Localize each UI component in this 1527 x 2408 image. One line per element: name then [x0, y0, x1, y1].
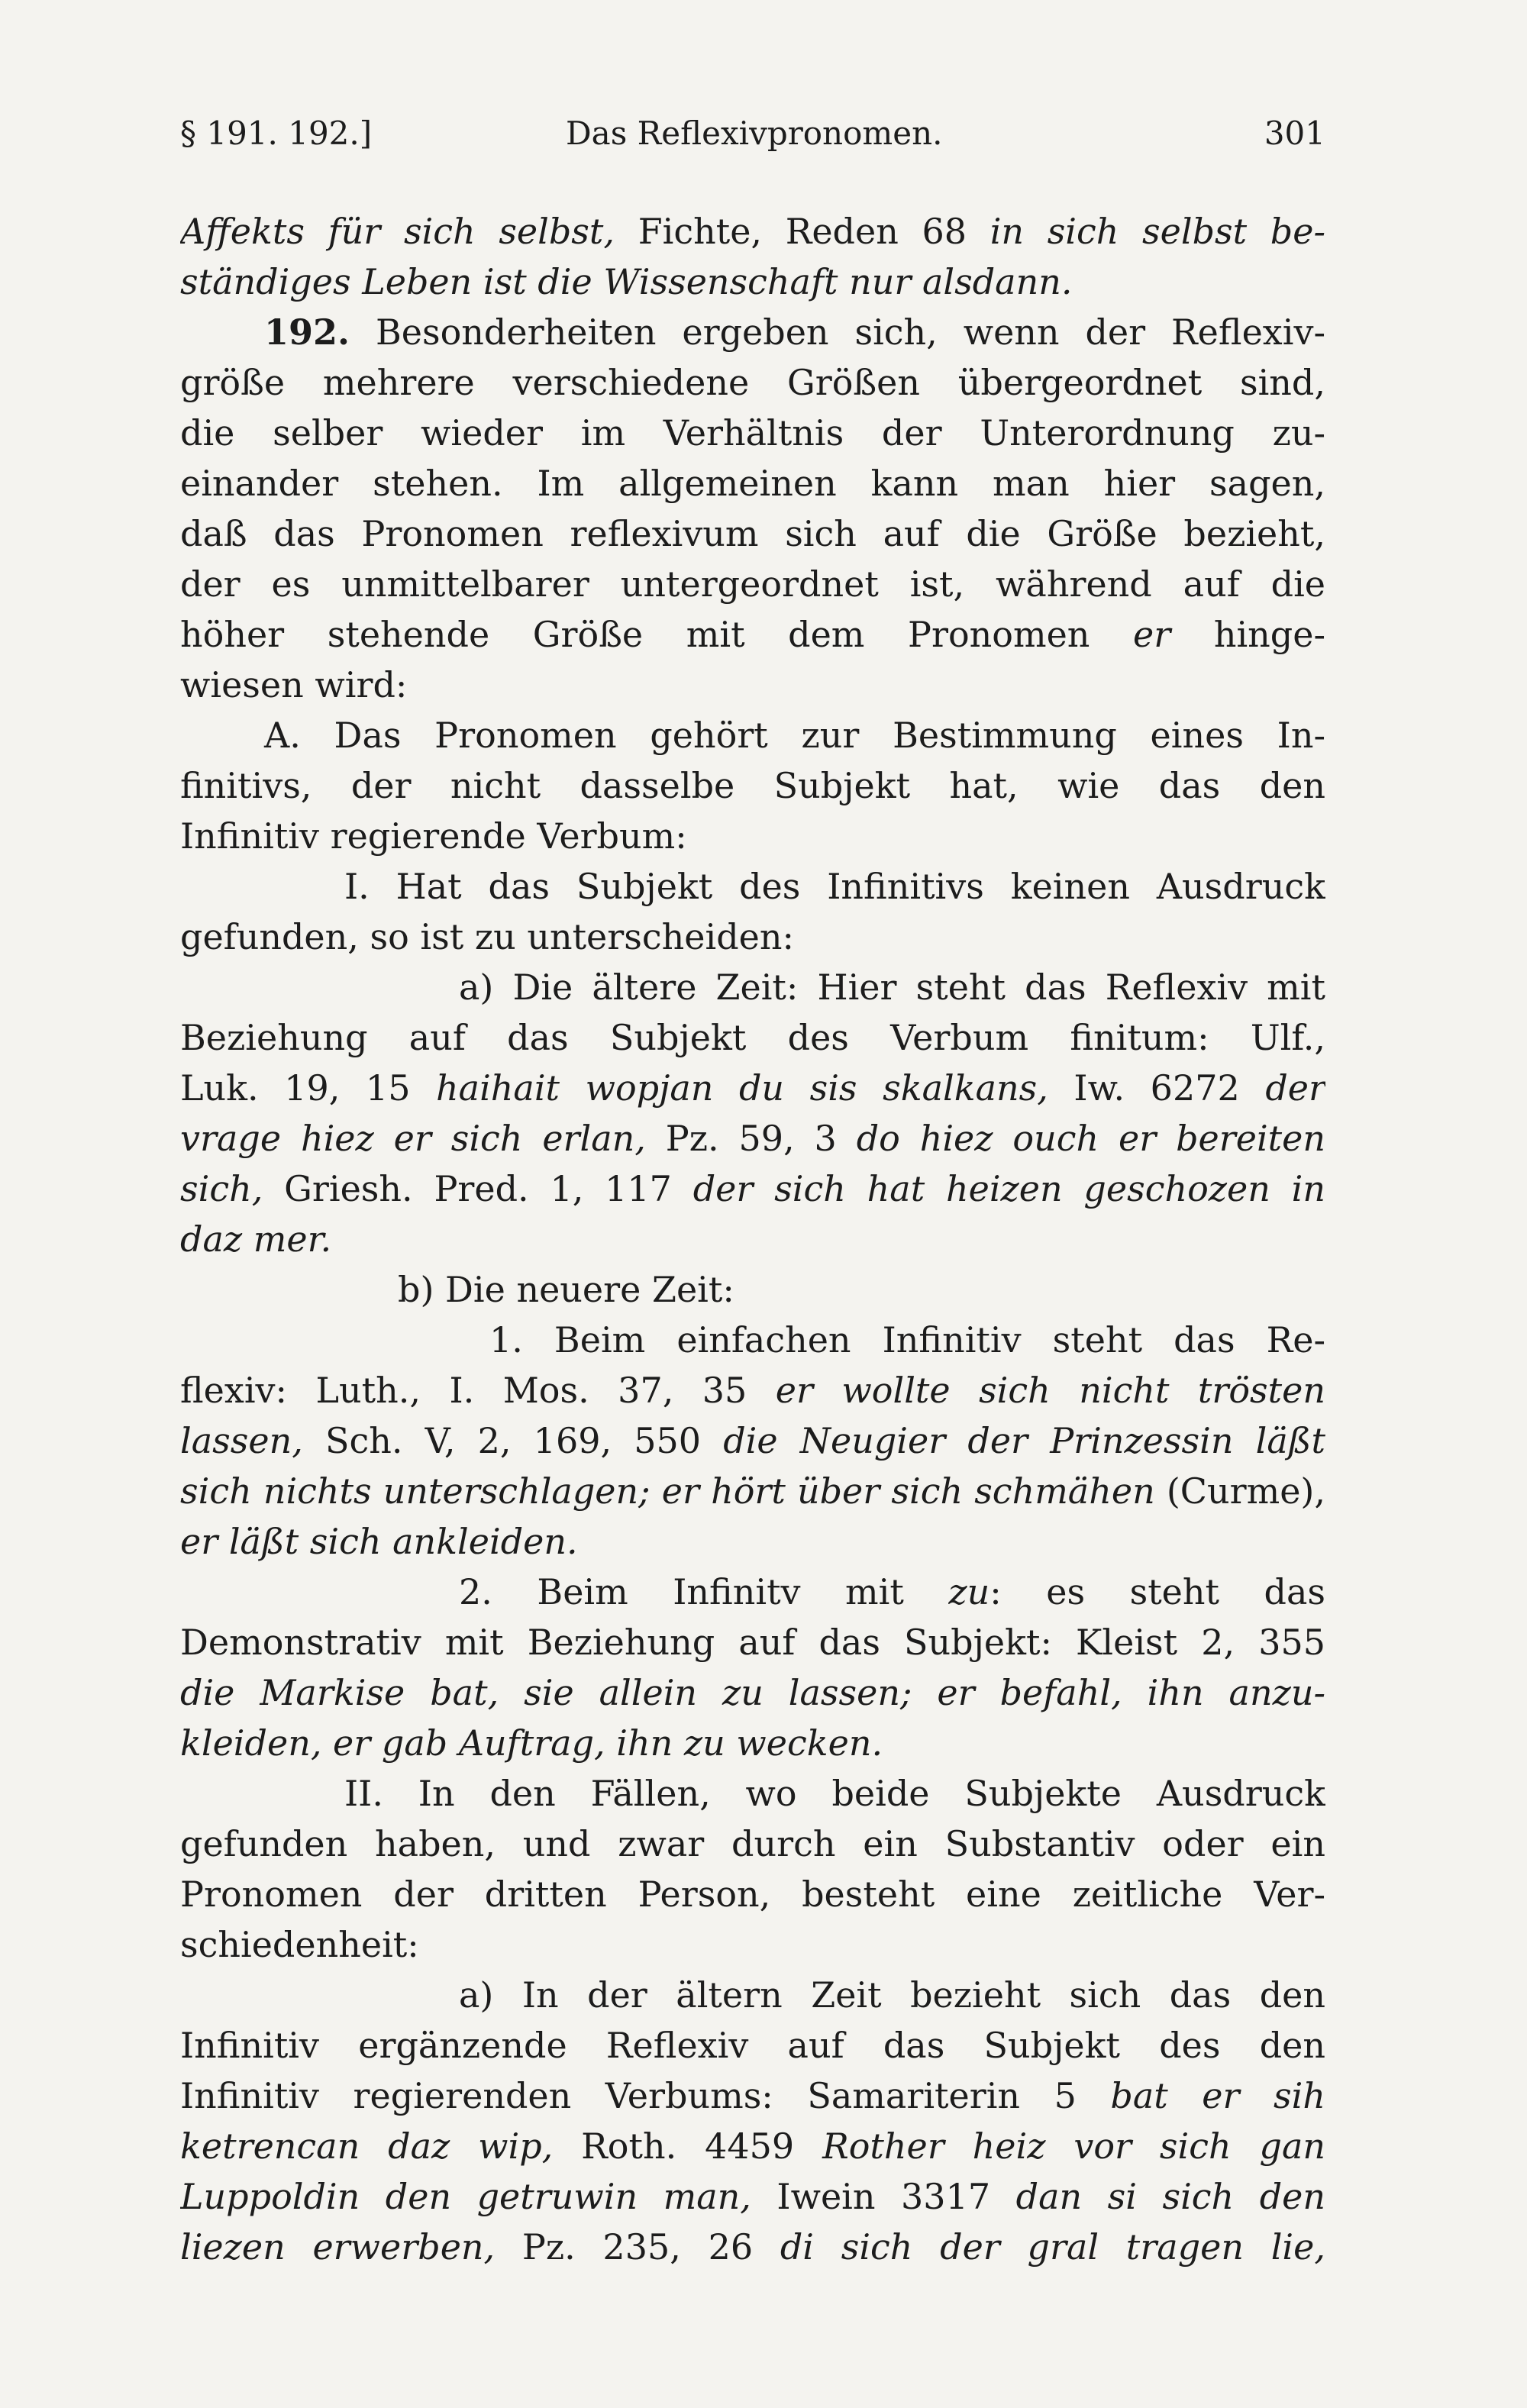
text-span: a) Die ältere Zeit: Hier steht das Reflexiv mit	[459, 967, 1325, 1008]
text-span: A. Das Pronomen gehört zur Bestimmung eines In-	[264, 715, 1325, 756]
text-line	[180, 811, 1325, 861]
italic-quote: lassen,	[180, 1420, 303, 1461]
italic-quote: kleiden, er gab Auftrag, ihn zu wecken.	[180, 1722, 883, 1764]
text-span: 1. Beim einfachen Infinitiv steht das Re-	[489, 1319, 1325, 1361]
text-line	[180, 2121, 1325, 2171]
text-line	[180, 1869, 1325, 1919]
text-span: Iwein 3317	[751, 2176, 1016, 2217]
text-line	[180, 2071, 1325, 2121]
text-line	[180, 1214, 1325, 1264]
text-span: Demonstrativ mit Beziehung auf das Subjekt: Kleist 2, 355	[180, 1622, 1325, 1663]
text-span: Griesh. Pred. 1, 117	[263, 1168, 693, 1209]
text-span: daß das Pronomen reflexivum sich auf die Größe bezieht,	[180, 513, 1325, 554]
text-line	[180, 1768, 1325, 1819]
text-span: Pz. 59, 3	[645, 1118, 857, 1159]
italic-quote: die Neugier der Prinzessin läßt	[723, 1420, 1325, 1461]
text-line	[180, 559, 1325, 609]
text-line	[180, 1012, 1325, 1063]
text-line	[180, 1466, 1325, 1516]
text-span: b) Die neuere Zeit:	[398, 1269, 734, 1310]
text-line	[180, 1113, 1325, 1164]
text-span: Infinitiv ergänzende Reflexiv auf das Subjekt des den	[180, 2025, 1325, 2066]
text-span: Beziehung auf das Subjekt des Verbum finitum: Ulf.,	[180, 1017, 1325, 1058]
text-line	[180, 1718, 1325, 1768]
text-line	[180, 1567, 1325, 1617]
text-span: : es steht das	[989, 1571, 1325, 1612]
text-span: Iw. 6272	[1048, 1067, 1266, 1109]
section-reference: § 191. 192.]	[180, 115, 373, 152]
italic-quote: er läßt sich ankleiden.	[180, 1521, 578, 1562]
text-line	[180, 861, 1325, 912]
running-header	[180, 115, 1325, 168]
text-line	[180, 408, 1325, 458]
text-line	[180, 1063, 1325, 1113]
text-line	[180, 2020, 1325, 2071]
text-line	[180, 2171, 1325, 2222]
text-line	[180, 710, 1325, 760]
italic-quote: Affekts für sich selbst,	[180, 211, 615, 252]
text-span: der es unmittelbarer untergeordnet ist, während auf die	[180, 563, 1325, 605]
text-span: Infinitiv regierende Verbum:	[180, 815, 687, 857]
text-line	[180, 257, 1325, 307]
text-span: wiesen wird:	[180, 664, 408, 705]
text-line	[180, 206, 1325, 257]
italic-quote: der	[1265, 1067, 1325, 1109]
italic-quote: haihait wopjan du sis skalkans,	[436, 1067, 1048, 1109]
text-span: (Curme),	[1154, 1470, 1325, 1512]
text-line	[180, 1970, 1325, 2020]
text-line	[180, 1919, 1325, 1970]
page-number: 301	[1264, 115, 1325, 152]
italic-quote: Rother heiz vor sich gan	[822, 2126, 1325, 2167]
text-line	[180, 609, 1325, 660]
text-line	[180, 508, 1325, 559]
italic-quote: ketrencan daz wip,	[180, 2126, 554, 2167]
text-span: gefunden, so ist zu unterscheiden:	[180, 916, 794, 957]
italic-quote: er hört über sich schmähen	[661, 1470, 1155, 1512]
italic-quote: sich,	[180, 1168, 263, 1209]
text-span: 2. Beim Infinitv mit	[459, 1571, 949, 1612]
text-span: Pz. 235, 26	[495, 2226, 780, 2268]
text-line	[180, 912, 1325, 962]
text-line	[180, 1667, 1325, 1718]
text-line	[180, 1264, 1325, 1315]
text-span: höher stehende Größe mit dem Pronomen	[180, 614, 1134, 655]
italic-quote: er	[1133, 614, 1171, 655]
text-span: Fichte, Reden 68	[615, 211, 990, 252]
text-span: flexiv: Luth., I. Mos. 37, 35	[180, 1370, 776, 1411]
italic-quote: bat er sih	[1110, 2075, 1325, 2116]
italic-quote: sich nichts unterschlagen;	[180, 1470, 651, 1512]
text-span: hinge-	[1170, 614, 1325, 655]
text-span: größe mehrere verschiedene Größen übergeordnet sind,	[180, 362, 1325, 403]
body-text	[180, 206, 1325, 2272]
italic-quote: vrage hiez er sich erlan,	[180, 1118, 646, 1159]
text-span: schiedenheit:	[180, 1924, 419, 1965]
section-number: 192.	[264, 311, 350, 353]
text-line	[180, 760, 1325, 811]
text-line	[180, 660, 1325, 710]
text-line	[180, 357, 1325, 408]
italic-quote: dan si sich den	[1015, 2176, 1325, 2217]
text-span: einander stehen. Im allgemeinen kann man hier sagen,	[180, 463, 1325, 504]
text-line	[180, 1516, 1325, 1567]
italic-quote: die Markise bat, sie allein zu lassen; er befahl, ihn anzu-	[180, 1672, 1325, 1713]
text-line	[180, 458, 1325, 508]
italic-quote: Luppoldin den getruwin man,	[180, 2176, 751, 2217]
italic-quote: do hiez ouch er bereiten	[856, 1118, 1325, 1159]
italic-quote: daz mer.	[180, 1219, 332, 1260]
text-span: finitivs, der nicht dasselbe Subjekt hat, wie das den	[180, 765, 1325, 806]
italic-quote: in sich selbst be-	[989, 211, 1325, 252]
italic-quote: der sich hat heizen geschozen in	[692, 1168, 1325, 1209]
italic-quote: ständiges Leben ist die Wissenschaft nur alsdann.	[180, 261, 1073, 302]
text-span	[651, 1470, 662, 1512]
text-span: Besonderheiten ergeben sich, wenn der Reflexiv-	[350, 311, 1325, 353]
text-span: Infinitiv regierenden Verbums: Samariterin 5	[180, 2075, 1111, 2116]
text-line	[180, 1365, 1325, 1415]
text-span: gefunden haben, und zwar durch ein Substantiv oder ein	[180, 1823, 1325, 1864]
text-line	[180, 962, 1325, 1012]
text-line	[180, 1819, 1325, 1869]
text-span: die selber wieder im Verhältnis der Unterordnung zu-	[180, 412, 1325, 454]
text-span: II. In den Fällen, wo beide Subjekte Ausdruck	[344, 1773, 1325, 1814]
text-span: a) In der ältern Zeit bezieht sich das den	[459, 1974, 1325, 2016]
italic-quote: er wollte sich nicht trösten	[775, 1370, 1325, 1411]
text-line	[180, 1315, 1325, 1365]
text-span: I. Hat das Subjekt des Infinitivs keinen Ausdruck	[344, 866, 1325, 907]
text-line	[180, 1415, 1325, 1466]
italic-quote: zu	[948, 1571, 990, 1612]
text-line	[180, 1164, 1325, 1214]
italic-quote: liezen erwerben,	[180, 2226, 496, 2268]
text-span: Pronomen der dritten Person, besteht eine zeitliche Ver-	[180, 1874, 1325, 1915]
text-span: Sch. V, 2, 169, 550	[302, 1420, 724, 1461]
text-line	[180, 1617, 1325, 1667]
text-span: Luk. 19, 15	[180, 1067, 437, 1109]
running-title: Das Reflexivpronomen.	[566, 115, 943, 152]
text-span: Roth. 4459	[553, 2126, 823, 2167]
italic-quote: di sich der gral tragen lie,	[780, 2226, 1325, 2268]
text-line	[180, 307, 1325, 357]
text-line	[180, 2222, 1325, 2272]
